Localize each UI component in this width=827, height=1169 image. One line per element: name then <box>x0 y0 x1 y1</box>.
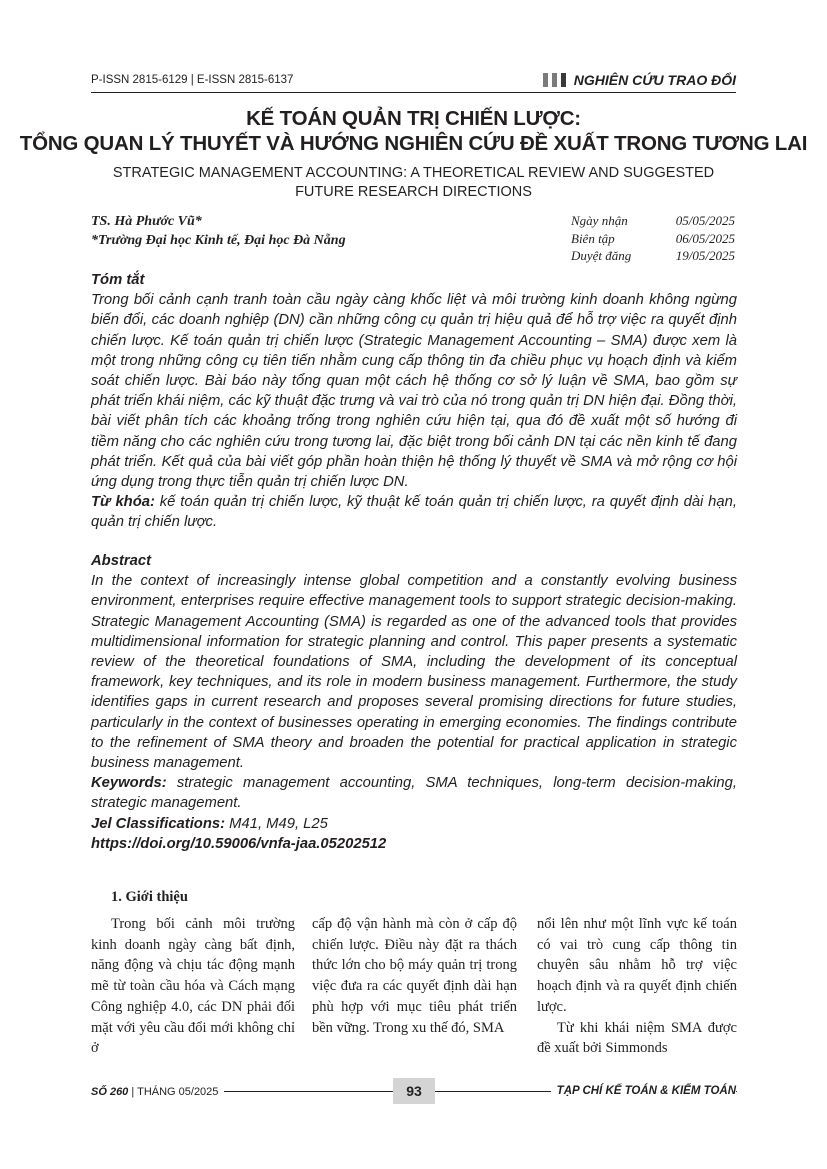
abstract-en-text: In the context of increasingly intense global competition and a constantly evolving business environment, enterprises require effective management tools to support strategic decision-making. Strategic Management Accounting (SMA) is regarded as one of the advanced tools that provides multidimensional information for strategic planning and control. This paper presents a systematic review of the theoretical foundations of SMA, including the development of its conceptual framework, key techniques, and its role in modern business management. Furthermore, the study identifies gaps in current research and proposes several promising directions for future studies, particularly in the context of businesses operating in emerging economies. The findings contribute to the refinement of SMA theory and broaden the potential for practical application in strategic business management. <box>91 573 737 772</box>
author-block <box>91 212 346 250</box>
date-label: Ngày nhận <box>571 213 628 228</box>
footer-issue: SỐ 260 | THÁNG 05/2025 <box>91 1086 224 1098</box>
date-label: Biên tập <box>571 230 615 246</box>
date-value: 06/05/2025 <box>675 230 735 246</box>
title-en-line1: STRATEGIC MANAGEMENT ACCOUNTING: A THEORETICAL REVIEW AND SUGGESTED <box>112 165 715 181</box>
date-value: 05/05/2025 <box>675 213 735 228</box>
abstract-vn <box>91 270 737 533</box>
body-column-3 <box>537 914 737 1059</box>
keywords-vn-text: kế toán quản trị chiến lược, kỹ thuật kế toán quản trị chiến lược, ra quyết định dài hạn, quản trị chiến lược. <box>91 494 737 531</box>
keywords-en-label: Keywords: <box>91 775 167 792</box>
journal-name: TẠP CHÍ KẾ TOÁN & KIỂM TOÁN <box>551 1085 736 1097</box>
paragraph: Trong bối cảnh môi trường kinh doanh ngày càng bất định, năng động và chịu tác động mạnh mẽ từ toàn cầu hóa và Cách mạng Công nghiệp 4.0, các DN phải đối mặt với yêu cầu đổi mới không chỉ ở <box>91 916 295 1057</box>
title-en-line2: FUTURE RESEARCH DIRECTIONS <box>295 184 532 200</box>
page-number: 93 <box>393 1078 435 1104</box>
dates-block <box>571 212 735 265</box>
author-affiliation: *Trường Đại học Kinh tế, Đại học Đà Nẵng <box>91 233 346 248</box>
header-divider <box>91 92 736 93</box>
title-en <box>0 164 827 202</box>
paragraph: nổi lên như một lĩnh vực kế toán có vai trò cung cấp thông tin chuyên sâu nhằm hỗ trợ việc hoạch định và ra quyết định chiến lược. <box>537 916 737 1015</box>
jel-line <box>91 814 737 834</box>
section-heading: 1. Giới thiệu <box>111 889 188 905</box>
date-row <box>571 212 735 230</box>
issue-month: THÁNG 05/2025 <box>137 1086 219 1098</box>
date-row <box>571 247 735 265</box>
section-label: NGHIÊN CỨU TRAO ĐỔI <box>573 72 736 88</box>
body-column-1 <box>91 914 295 1059</box>
keywords-vn-label: Từ khóa: <box>91 494 155 511</box>
decor-bar-icon <box>543 73 548 87</box>
date-value: 19/05/2025 <box>675 248 735 263</box>
issn-label: P-ISSN 2815-6129 | E-ISSN 2815-6137 <box>91 74 294 86</box>
author-name: TS. Hà Phước Vũ* <box>91 214 202 229</box>
body-column-2 <box>312 914 517 1038</box>
decor-bar-icon <box>561 73 566 87</box>
doi-link[interactable]: https://doi.org/10.59006/vnfa-jaa.05202512 <box>91 835 387 852</box>
section-header <box>543 72 736 88</box>
date-row <box>571 230 735 248</box>
title-vn-line2: TỔNG QUAN LÝ THUYẾT VÀ HƯỚNG NGHIÊN CỨU ĐỀ XUẤT TRONG TƯƠNG LAI <box>19 132 808 155</box>
keywords-en-text: strategic management accounting, SMA techniques, long-term decision-making, strategic management. <box>91 775 737 812</box>
abstract-en-heading: Abstract <box>91 553 152 569</box>
keywords-vn <box>91 492 737 532</box>
abstract-en <box>91 551 737 854</box>
jel-label: Jel Classifications: <box>91 815 226 832</box>
title-vn-line1: KẾ TOÁN QUẢN TRỊ CHIẾN LƯỢC: <box>246 107 581 130</box>
keywords-en <box>91 773 737 813</box>
decor-bar-icon <box>552 73 557 87</box>
paragraph: Từ khi khái niệm SMA được đề xuất bởi Simmonds <box>537 1019 737 1057</box>
jel-codes: M41, M49, L25 <box>229 815 328 832</box>
abstract-vn-text: Trong bối cảnh cạnh tranh toàn cầu ngày càng khốc liệt và môi trường kinh doanh không ngừng biến đổi, các doanh nghiệp (DN) cần những công cụ quản trị hiệu quả để hỗ trợ việc ra quyết định chiến lược. Kế toán quản trị chiến lược (Strategic Management Accounting – SMA) được xem là một trong những công cụ tiên tiến nhằm cung cấp thông tin đa chiều phục vụ hoạch định và kiểm soát chiến lược. Bài báo này tổng quan một cách hệ thống cơ sở lý luận về SMA, bao gồm sự phát triển khái niệm, các kỹ thuật đặc trưng và vai trò của nó trong quản trị DN hiện đại. Đồng thời, bài viết phân tích các khoảng trống trong nghiên cứu hiện tại, qua đó đề xuất một số hướng đi tiềm năng cho các nghiên cứu trong tương lai, đặc biệt trong bối cảnh DN tại các nền kinh tế đang phát triển. Kết quả của bài viết góp phần hoàn thiện hệ thống lý thuyết về SMA và mở rộng cơ hội ứng dụng trong thực tiễn quản trị chiến lược DN. <box>91 292 737 491</box>
date-label: Duyệt đăng <box>571 248 632 263</box>
issue-number: SỐ 260 <box>91 1086 129 1098</box>
abstract-vn-heading: Tóm tắt <box>91 272 145 288</box>
paragraph: cấp độ vận hành mà còn ở cấp độ chiến lược. Điều này đặt ra thách thức lớn cho bộ máy quản trị trong việc đưa ra các quyết định dài hạn phù hợp với mục tiêu phát triển bền vững. Trong xu thế đó, SMA <box>312 916 517 1036</box>
